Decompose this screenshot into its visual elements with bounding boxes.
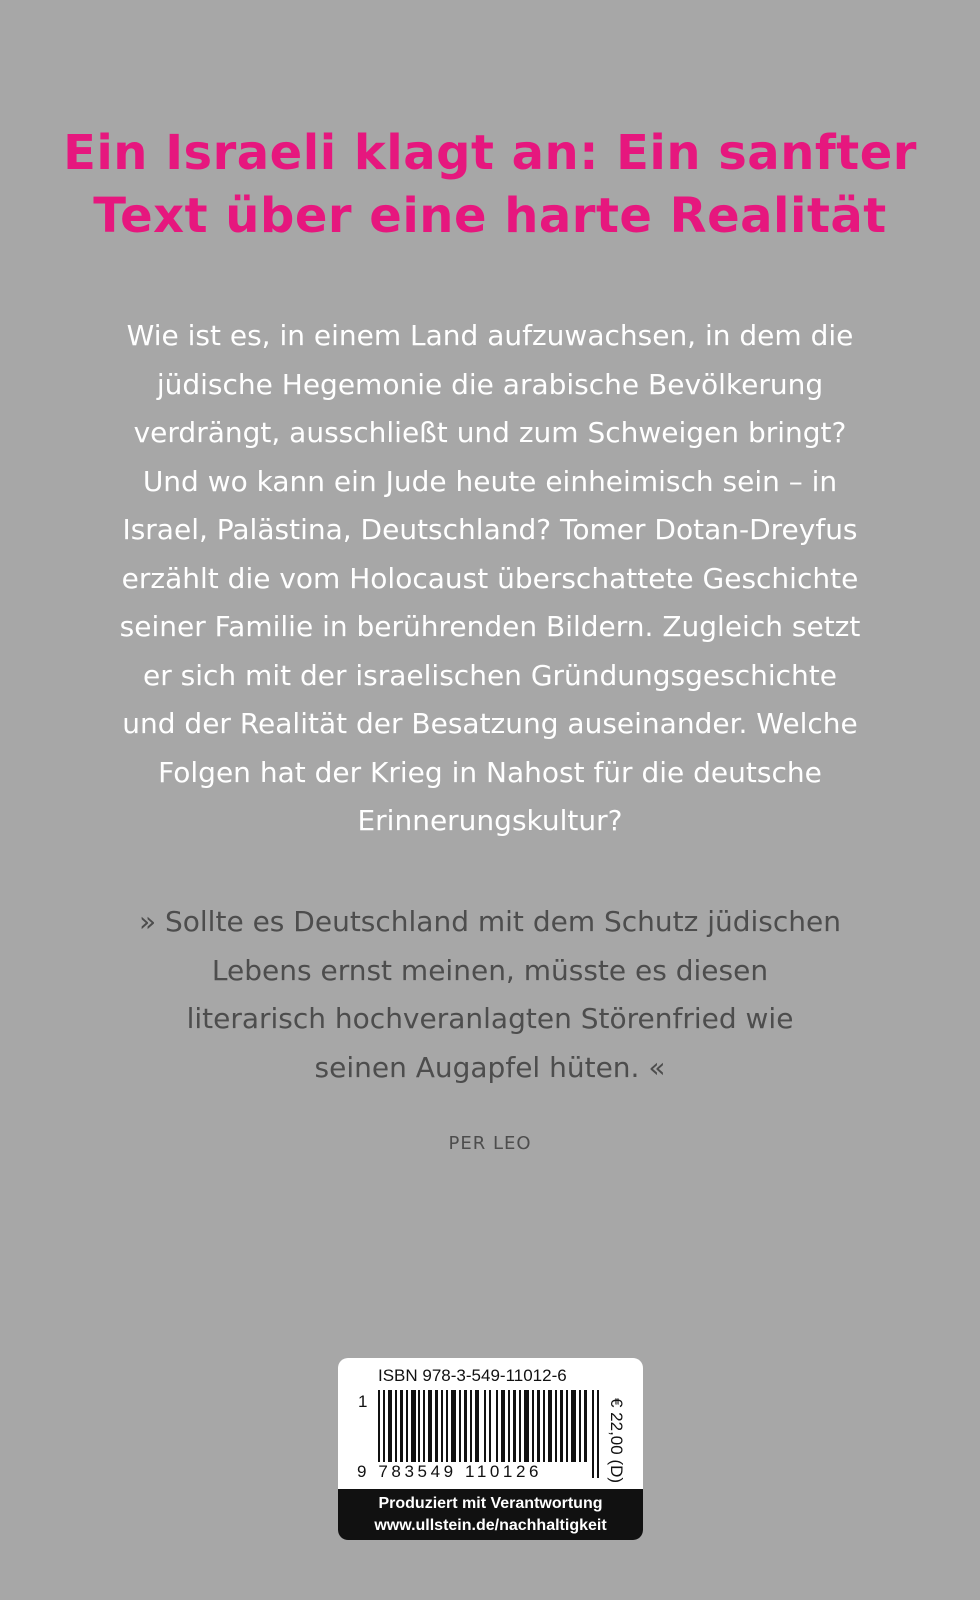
barcode-digits-text: 9 783549 110126 — [357, 1462, 543, 1481]
blurb-line: Und wo kann ein Jude heute einheimisch sein – in — [142, 464, 838, 498]
blurb-line: und der Realität der Besatzung auseinander. Welche — [122, 707, 858, 740]
quote-line: literarisch hochveranlagten Störenfried wie — [186, 1002, 794, 1035]
review-quote — [60, 898, 920, 1092]
sustainability-banner — [338, 1489, 643, 1540]
headline-line: Text über eine harte Realität — [93, 188, 887, 244]
isbn-text: ISBN 978-3-549-11012-6 — [378, 1366, 567, 1385]
blurb-line: Erinnerungskultur? — [357, 804, 623, 837]
blurb-line: erzählt die vom Holocaust überschattete Geschichte — [121, 561, 859, 595]
blurb-line: seiner Familie in berührenden Bildern. Zugleich setzt — [119, 610, 861, 643]
blurb-line: Israel, Palästina, Deutschland? Tomer Dotan-Dreyfus — [122, 513, 858, 546]
barcode-lead-digit: 1 — [358, 1392, 368, 1411]
headline — [60, 122, 920, 248]
barcode-digits — [356, 1462, 606, 1482]
blurb-line: er sich mit der israelischen Gründungsgeschichte — [143, 658, 837, 692]
sustainability-line: Produziert mit Verantwortung — [378, 1495, 603, 1512]
blurb-line: Wie ist es, in einem Land aufzuwachsen, in dem die — [126, 319, 854, 352]
quote-line: » Sollte es Deutschland mit dem Schutz jüdischen — [138, 905, 842, 938]
quote-line: seinen Augapfel hüten. « — [314, 1050, 666, 1084]
price-label: € 22,00 (D) — [607, 1398, 626, 1484]
blurb-line: Folgen hat der Krieg in Nahost für die deutsche — [158, 755, 822, 789]
quote-line: Lebens ernst meinen, müsste es diesen — [211, 953, 769, 987]
headline-line: Ein Israeli klagt an: Ein sanfter — [63, 125, 917, 181]
blurb-line: verdrängt, ausschließt und zum Schweigen bringt? — [133, 416, 847, 449]
quote-author: PER LEO — [448, 1133, 532, 1154]
sustainability-url: www.ullstein.de/nachhaltigkeit — [374, 1517, 607, 1534]
blurb-line: jüdische Hegemonie die arabische Bevölkerung — [156, 367, 824, 401]
blurb-text — [60, 312, 920, 846]
barcode-label — [338, 1358, 643, 1540]
